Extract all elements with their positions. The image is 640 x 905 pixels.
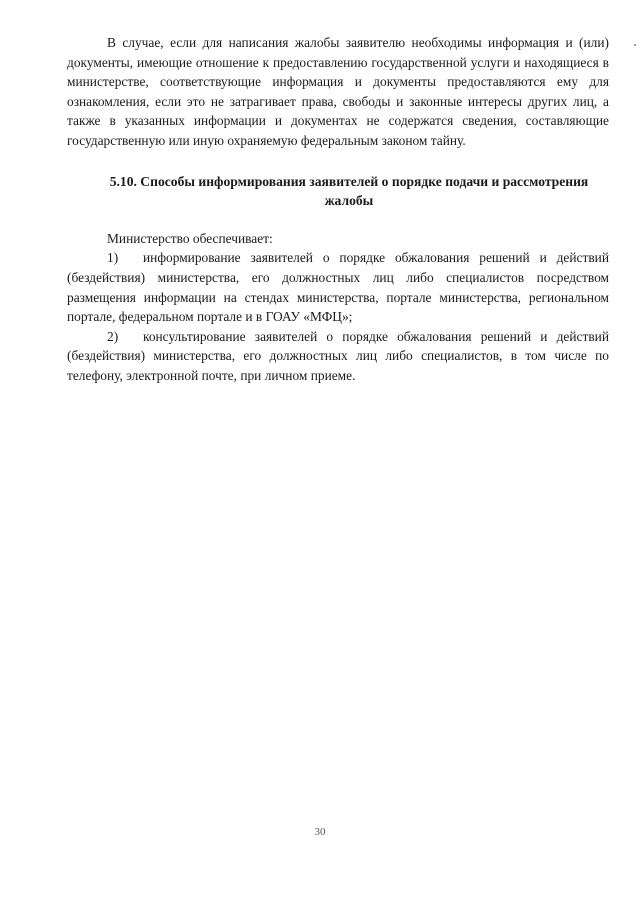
lead-in-text: Министерство обеспечивает: bbox=[107, 230, 273, 246]
intro-paragraph: В случае, если для написания жалобы заявителю необходимы информация и (или) документы, имеющие отношение к предоставлению государственной услуги и находящиеся в министерстве, соответствующие информация и документы предоставляются ему для ознакомления, если это не затрагивает права, свободы и законные интересы других лиц, а также в указанных информации и документах не содержатся сведения, составляющие государственную или иную охраняемую федеральным законом тайну. bbox=[67, 35, 609, 148]
list-item-number: 1) bbox=[107, 250, 119, 266]
list-item bbox=[67, 248, 609, 326]
list-item bbox=[67, 327, 609, 386]
list-item-text: информирование заявителей о порядке обжалования решений и действий (бездействия) министерства, его должностных лиц либо специалистов посредством размещения информации на стендах министерства, портале министерства, региональном портале, федеральном портале и в ГОАУ «МФЦ»; bbox=[67, 250, 609, 325]
page-number: 30 bbox=[314, 826, 326, 838]
scan-speck bbox=[634, 44, 636, 46]
document-page bbox=[67, 33, 609, 386]
section-heading: 5.10. Способы информирования заявителей о порядке подачи и рассмотрения жалобы bbox=[109, 173, 589, 209]
list-item-text: консультирование заявителей о порядке обжалования решений и действий (бездействия) министерства, его должностных лиц либо специалистов, в том числе по телефону, электронной почте, при личном приеме. bbox=[67, 328, 609, 383]
list-item-number: 2) bbox=[107, 328, 119, 344]
